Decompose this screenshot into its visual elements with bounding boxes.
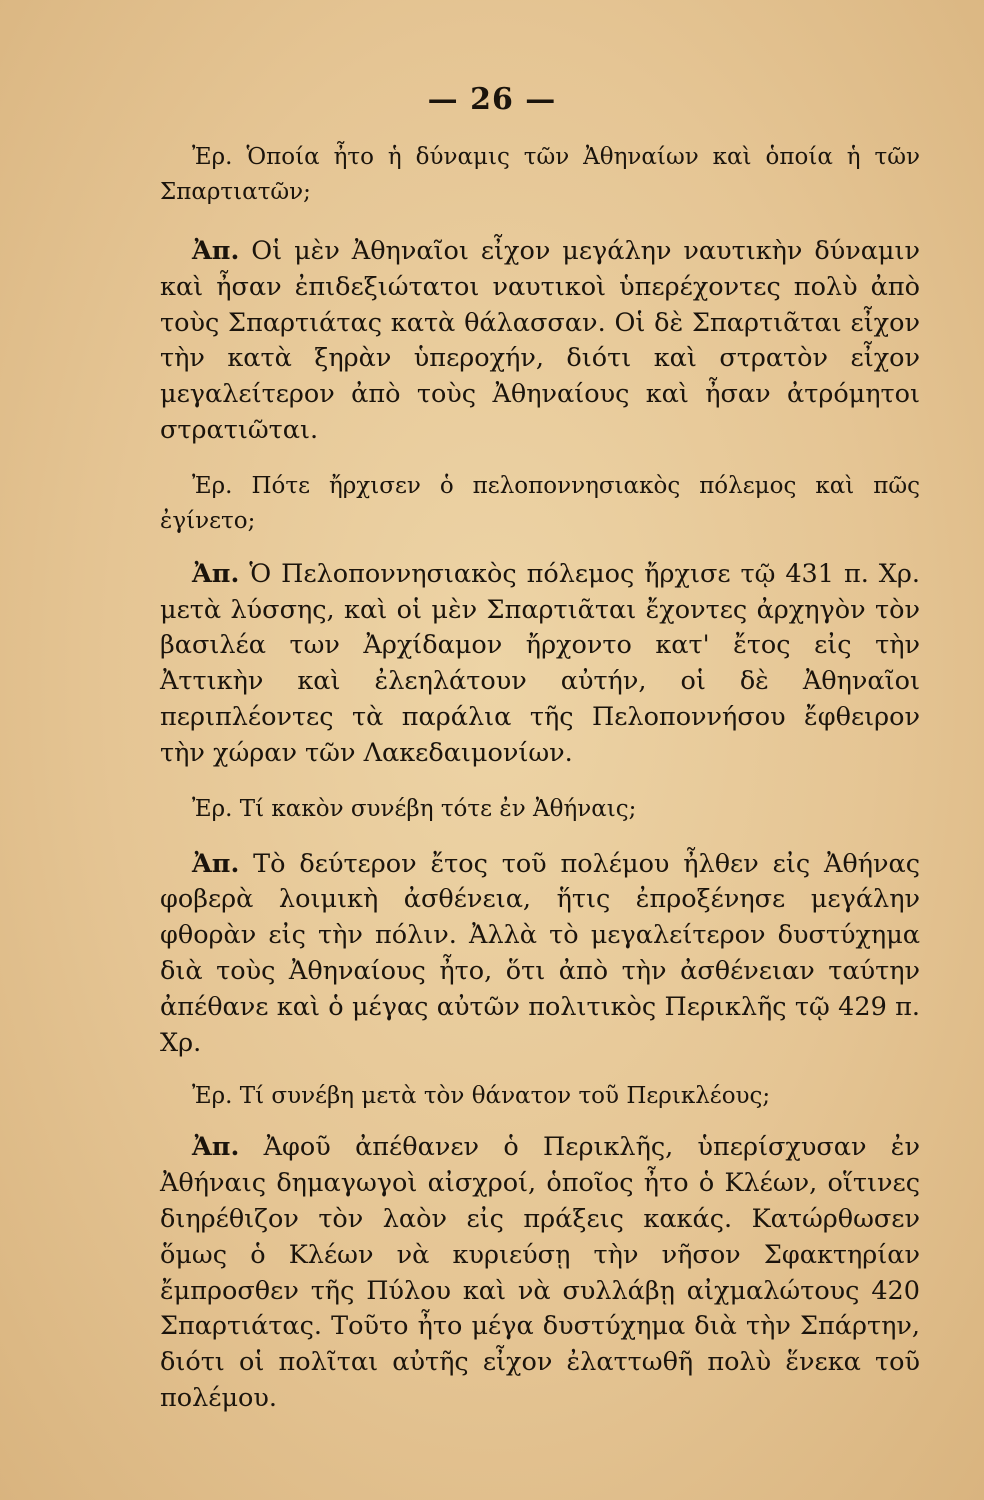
answer-paragraph — [160, 234, 920, 449]
answer-label: Ἀπ. — [192, 1132, 240, 1163]
question-label: Ἐρ. — [192, 472, 233, 499]
answer-text: Οἱ μὲν Ἀθηναῖοι εἶχον μεγάλην ναυτικὴν δύναμιν καὶ ἦσαν ἐπιδεξιώτατοι ναυτικοὶ ὑπερέχοντες πολὺ ἀπὸ τοὺς Σπαρτιάτας κατὰ θάλασσαν. Οἱ δὲ Σπαρτιᾶται εἶχον τὴν κατὰ ξηρὰν ὑπεροχήν, διότι καὶ στρατὸν εἶχον μεγαλείτερον ἀπὸ τοὺς Ἀθηναίους καὶ ἦσαν ἀτρόμητοι στρατιῶται. — [160, 236, 920, 445]
answer-label: Ἀπ. — [192, 558, 240, 589]
question-paragraph — [160, 1079, 920, 1114]
question-paragraph — [160, 140, 920, 210]
answer-text: Τὸ δεύτερον ἔτος τοῦ πολέμου ἦλθεν εἰς Ἀθήνας φοβερὰ λοιμικὴ ἀσθένεια, ἥτις ἐπροξένησε μεγάλην φθορὰν εἰς τὴν πόλιν. Ἀλλὰ τὸ μεγαλείτερον δυστύχημα διὰ τοὺς Ἀθηναίους ἦτο, ὅτι ἀπὸ τὴν ἀσθένειαν ταύτην ἀπέθανε καὶ ὁ μέγας αὐτῶν πολιτικὸς Περικλῆς τῷ 429 π. Χρ. — [160, 848, 920, 1058]
answer-text: Ἀφοῦ ἀπέθανεν ὁ Περικλῆς, ὑπερίσχυσαν ἐν Ἀθήναις δημαγωγοὶ αἰσχροί, ὁποῖος ἦτο ὁ Κλέων, οἵτινες διηρέθιζον τὸν λαὸν εἰς πράξεις κακάς. Κατώρθωσεν ὅμως ὁ Κλέων νὰ κυριεύσῃ τὴν νῆσον Σφακτηρίαν ἔμπροσθεν τῆς Πύλου καὶ νὰ συλλάβῃ αἰχμαλώτους 420 Σπαρτιάτας. Τοῦτο ἦτο μέγα δυστύχημα διὰ τὴν Σπάρτην, διότι οἱ πολῖται αὐτῆς εἶχον ἐλαττωθῆ πολὺ ἕνεκα τοῦ πολέμου. — [160, 1132, 920, 1413]
question-text: Τί συνέβη μετὰ τὸν θάνατον τοῦ Περικλέους; — [239, 1083, 771, 1110]
page-number: — 26 — — [427, 82, 557, 117]
question-text: Πότε ἤρχισεν ὁ πελοποννησιακὸς πόλεμος καὶ πῶς ἐγίνετο; — [160, 472, 920, 534]
question-label: Ἐρ. — [192, 795, 233, 822]
question-text: Ὁποία ἦτο ἡ δύναμις τῶν Ἀθηναίων καὶ ὁποία ἡ τῶν Σπαρτιατῶν; — [160, 144, 920, 205]
question-label: Ἐρ. — [192, 1083, 233, 1110]
answer-paragraph — [160, 557, 920, 772]
answer-text: Ὁ Πελοποννησιακὸς πόλεμος ἤρχισε τῷ 431 π. Χρ. μετὰ λύσσης, καὶ οἱ μὲν Σπαρτιᾶται ἔχοντες ἀρχηγὸν τὸν βασιλέα των Ἀρχίδαμον ἤρχοντο κατ' ἔτος εἰς τὴν Ἀττικὴν καὶ ἐλεηλάτουν αὐτήν, οἱ δὲ Ἀθηναῖοι περιπλέοντες τὰ παράλια τῆς Πελοποννήσου ἔφθειρον τὴν χώραν τῶν Λακεδαιμονίων. — [160, 558, 920, 768]
page-body — [160, 140, 920, 1439]
question-paragraph — [160, 792, 920, 827]
question-paragraph — [160, 469, 920, 539]
question-text: Τί κακὸν συνέβη τότε ἐν Ἀθήναις; — [239, 795, 637, 822]
question-label: Ἐρ. — [192, 144, 233, 170]
answer-paragraph — [160, 1130, 920, 1416]
answer-label: Ἀπ. — [192, 236, 240, 266]
answer-label: Ἀπ. — [192, 848, 240, 879]
answer-paragraph — [160, 847, 920, 1062]
